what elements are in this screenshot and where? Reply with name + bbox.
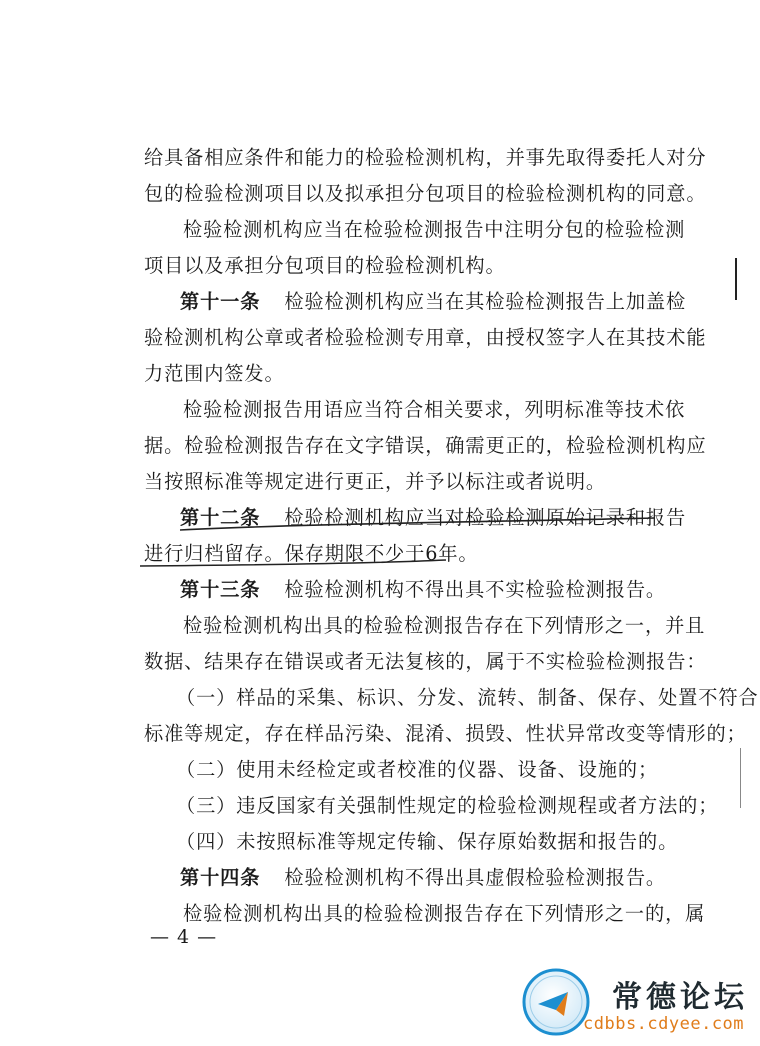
text-line-17: 标准等规定，存在样品污染、混淆、损毁、性状异常改变等情形的； xyxy=(144,722,747,745)
article-14-heading: 第十四条 xyxy=(180,866,261,889)
article-11-heading: 第十一条 xyxy=(180,290,261,313)
item-4-line: （四）未按照标准等规定传输、保存原始数据和报告的。 xyxy=(176,830,679,853)
article-11-line xyxy=(180,290,760,314)
text-line-12: 进行归档留存。保存期限不少于6年。 xyxy=(144,542,479,565)
text-line-4: 项目以及承担分包项目的检验检测机构。 xyxy=(144,254,506,277)
article-13-text: 检验检测机构不得出具不实检验检测报告。 xyxy=(284,578,667,601)
text-line-15: 数据、结果存在错误或者无法复核的，属于不实检验检测报告： xyxy=(144,650,707,673)
item-1-line: （一）样品的采集、标识、分发、流转、制备、保存、处置不符合 xyxy=(176,686,759,709)
text-line-7: 力范围内签发。 xyxy=(144,362,285,385)
text-line-1: 给具备相应条件和能力的检验检测机构，并事先取得委托人对分 xyxy=(144,146,707,169)
text-line-6: 验检测机构公章或者检验检测专用章，由授权签字人在其技术能 xyxy=(144,326,707,349)
forum-logo-icon xyxy=(516,966,602,1046)
text-line-9: 据。检验检测报告存在文字错误，确需更正的，检验检测机构应 xyxy=(144,434,707,457)
article-13-line xyxy=(180,578,760,602)
text-line-2: 包的检验检测项目以及拟承担分包项目的检验检测机构的同意。 xyxy=(144,182,707,205)
item-2-line: （二）使用未经检定或者校准的仪器、设备、设施的； xyxy=(176,758,659,781)
text-line-10: 当按照标准等规定进行更正，并予以标注或者说明。 xyxy=(144,470,607,493)
article-13-heading: 第十三条 xyxy=(180,578,261,601)
scan-margin-mark xyxy=(735,258,737,300)
text-line-3: 检验检测机构应当在检验检测报告中注明分包的检验检测 xyxy=(183,218,686,241)
text-line-22: 检验检测机构出具的检验检测报告存在下列情形之一的，属 xyxy=(183,902,706,925)
item-3-line: （三）违反国家有关强制性规定的检验检测规程或者方法的； xyxy=(176,794,719,817)
watermark-url: cdbbs.cdyee.com xyxy=(583,1014,745,1034)
article-11-text: 检验检测机构应当在其检验检测报告上加盖检 xyxy=(284,290,687,313)
article-12-line xyxy=(180,506,760,530)
text-line-14: 检验检测机构出具的检验检测报告存在下列情形之一，并且 xyxy=(183,614,706,637)
scan-margin-mark xyxy=(740,748,741,808)
article-12-heading: 第十二条 xyxy=(180,506,261,529)
page-number: — 4 — xyxy=(150,926,218,948)
article-12-text: 检验检测机构应当对检验检测原始记录和报告 xyxy=(284,506,687,529)
text-line-8: 检验检测报告用语应当符合相关要求，列明标准等技术依 xyxy=(183,398,686,421)
watermark-title: 常德论坛 xyxy=(612,980,748,1015)
article-14-line xyxy=(180,866,760,890)
article-14-text: 检验检测机构不得出具虚假检验检测报告。 xyxy=(284,866,667,889)
